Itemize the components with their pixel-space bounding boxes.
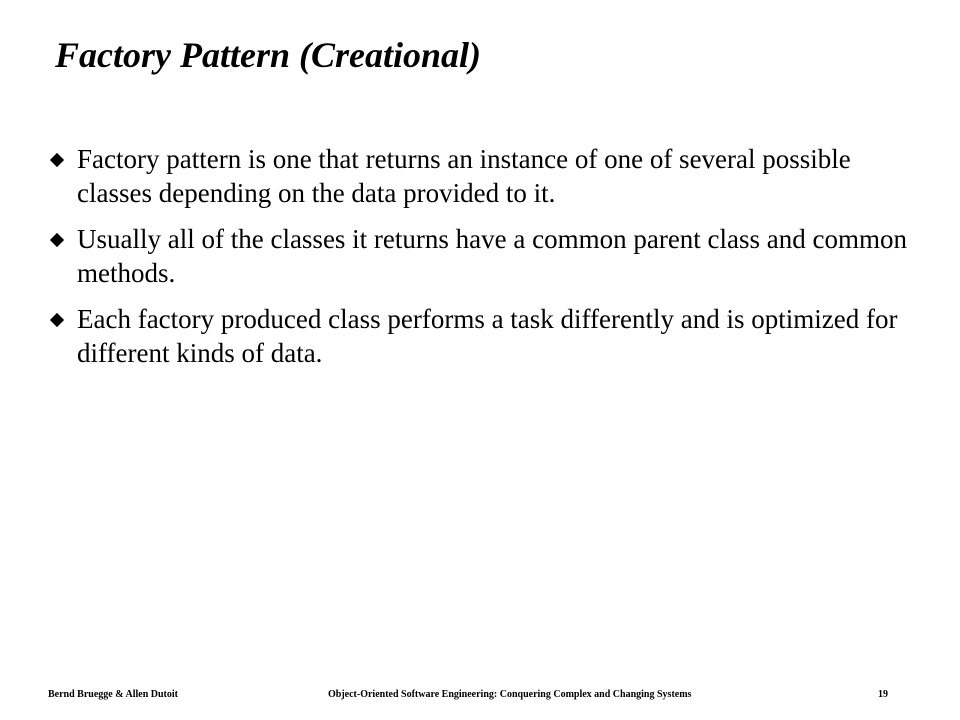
bullet-text: Factory pattern is one that returns an instance of one of several possible classes depending on the data provided to it. <box>77 144 851 208</box>
diamond-bullet-icon <box>50 233 64 247</box>
footer-book-title: Object-Oriented Software Engineering: Conquering Complex and Changing Systems <box>328 689 692 700</box>
footer-page-number: 19 <box>878 689 888 700</box>
bullet-list <box>48 142 908 382</box>
footer-authors: Bernd Bruegge & Allen Dutoit <box>48 689 178 700</box>
bullet-item <box>48 142 908 210</box>
bullet-item <box>48 302 908 370</box>
bullet-item <box>48 222 908 290</box>
diamond-bullet-icon <box>50 153 64 167</box>
bullet-text: Usually all of the classes it returns have a common parent class and common methods. <box>77 224 908 288</box>
slide-title: Factory Pattern (Creational) <box>55 35 481 75</box>
diamond-bullet-icon <box>50 313 64 327</box>
bullet-text: Each factory produced class performs a task differently and is optimized for different kinds of data. <box>77 304 898 368</box>
